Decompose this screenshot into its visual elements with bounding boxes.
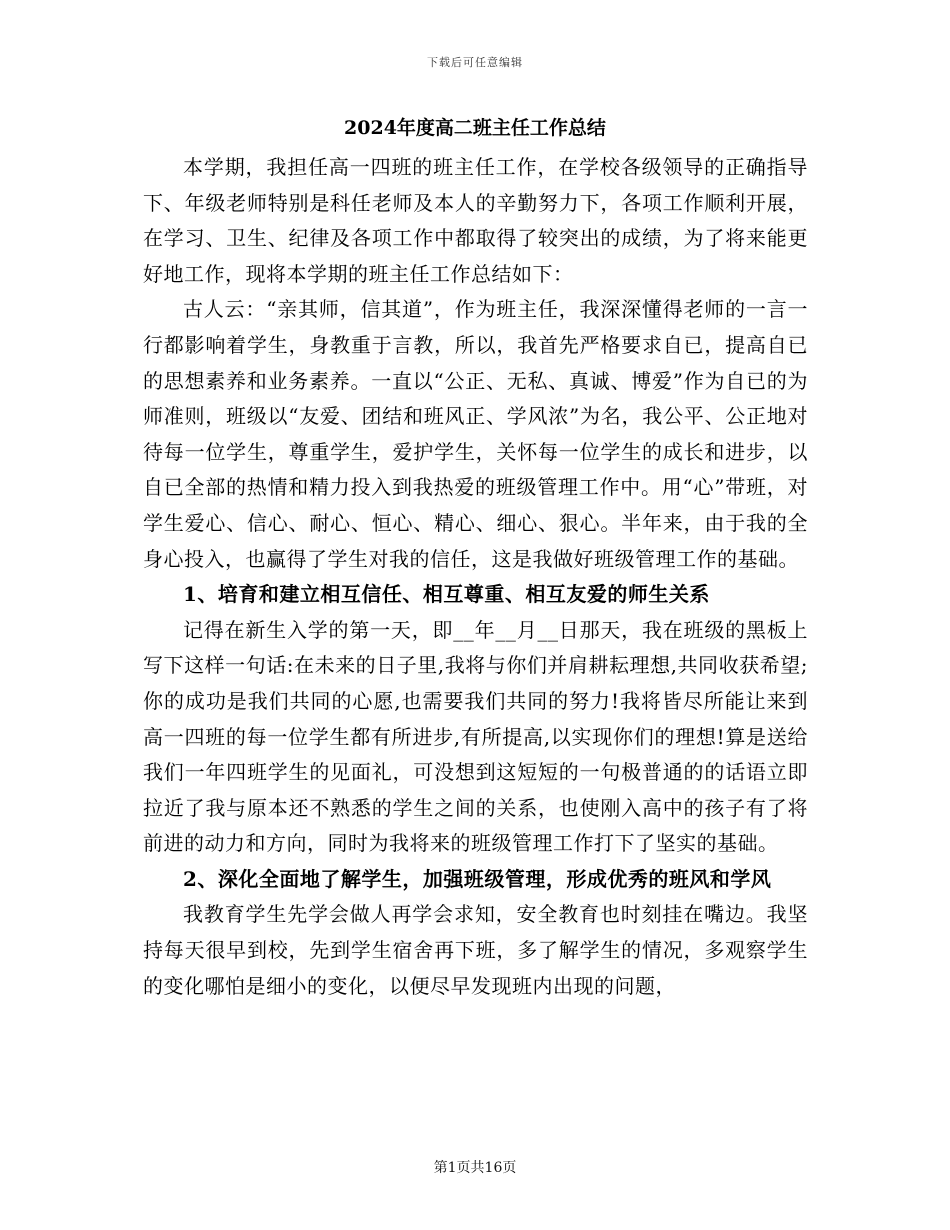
document-body xyxy=(143,150,808,1004)
section-1-paragraph: 记得在新生入学的第一天，即__年__月__日那天，我在班级的黑板上写下这样一句话:在未来的日子里,我将与你们并肩耕耘理想,共同收获希望;你的成功是我们共同的心愿,也需要我们共同的努力!我将皆尽所能让来到高一四班的每一位学生都有所进步,有所提高,以实现你们的理想!算是送给我们一年四班学生的见面礼，可没想到这短短的一句极普通的的话语立即拉近了我与原本还不熟悉的学生之间的关系，也使刚入高中的孩子有了将前进的动力和方向，同时为我将来的班级管理工作打下了坚实的基础。 xyxy=(143,617,808,856)
philosophy-paragraph: 古人云：“亲其师，信其道”，作为班主任，我深深懂得老师的一言一行都影响着学生，身教重于言教，所以，我首先严格要求自已，提高自已的思想素养和业务素养。一直以“公正、无私、真诚、博爱”作为自已的为师准则，班级以“友爱、团结和班风正、学风浓”为名，我公平、公正地对待每一位学生，尊重学生，爱护学生，关怀每一位学生的成长和进步，以自已全部的热情和精力投入到我热爱的班级管理工作中。用“心”带班，对学生爱心、信心、耐心、恒心、精心、细心、狠心。半年来，由于我的全身心投入，也赢得了学生对我的信任，这是我做好班级管理工作的基础。 xyxy=(143,297,808,571)
document-title: 2024年度高二班主任工作总结 xyxy=(344,117,606,139)
page-number: 第1页共16页 xyxy=(433,1160,517,1176)
section-2-heading: 2、深化全面地了解学生，加强班级管理，形成优秀的班风和学风 xyxy=(183,866,772,891)
intro-paragraph: 本学期，我担任高一四班的班主任工作，在学校各级领导的正确指导下、年级老师特别是科任老师及本人的辛勤努力下，各项工作顺利开展，在学习、卫生、纪律及各项工作中都取得了较突出的成绩，为了将来能更好地工作，现将本学期的班主任工作总结如下： xyxy=(143,155,808,286)
page-header: 下载后可任意编辑 xyxy=(427,56,523,69)
section-2-paragraph: 我教育学生先学会做人再学会求知，安全教育也时刻挂在嘴边。我坚持每天很早到校，先到学生宿舍再下班，多了解学生的情况，多观察学生的变化哪怕是细小的变化，以便尽早发现班内出现的问题， xyxy=(143,902,808,998)
section-1-heading: 1、培育和建立相互信任、相互尊重、相互友爱的师生关系 xyxy=(183,582,710,607)
